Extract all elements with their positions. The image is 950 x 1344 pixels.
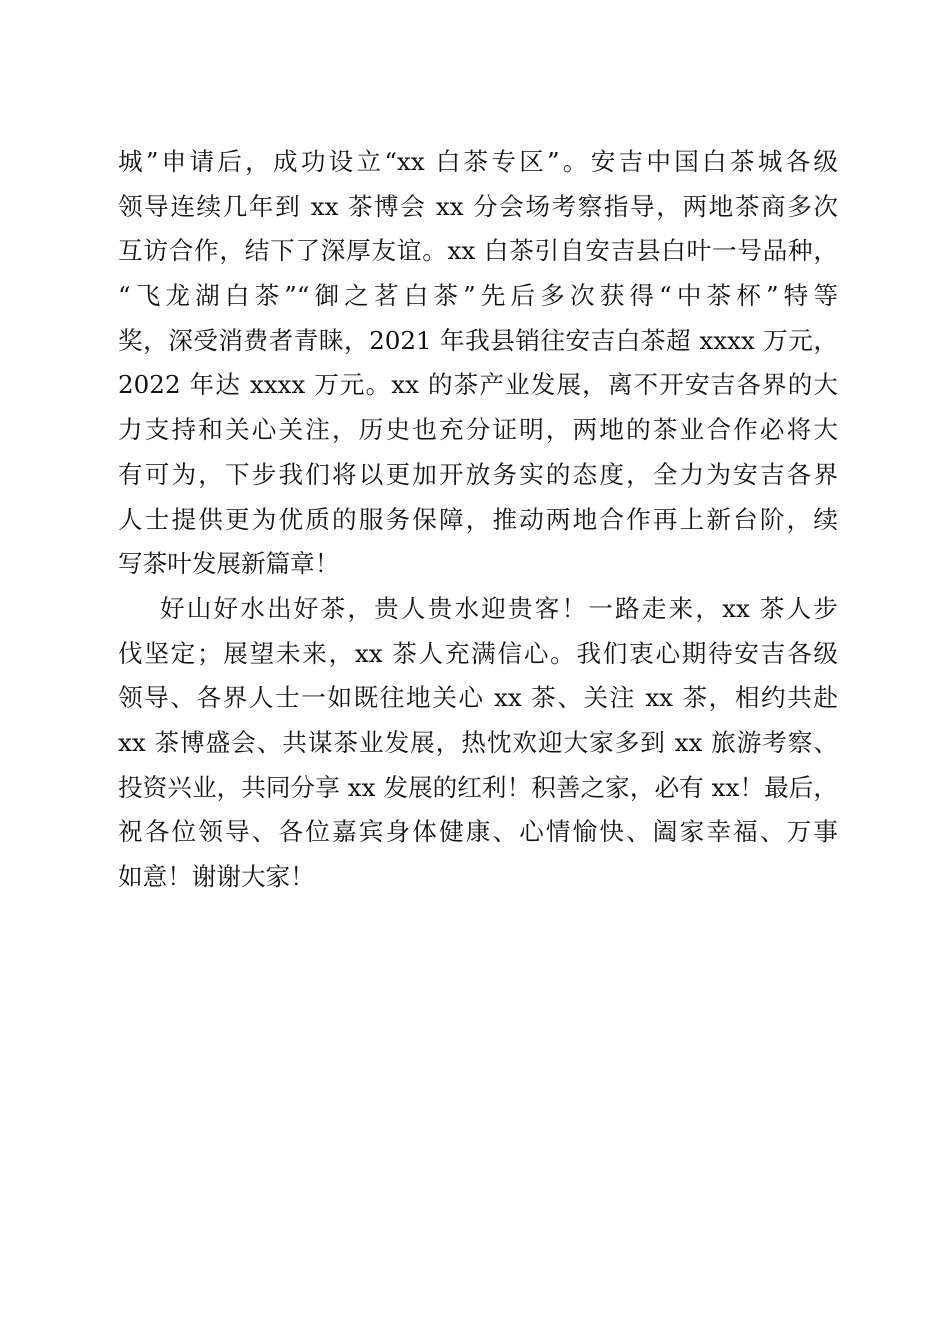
text-line: 城”申请后，成功设立“xx 白茶专区”。安吉中国白茶城各级 — [118, 147, 838, 176]
text-line: 写茶叶发展新篇章！ — [118, 549, 340, 579]
text-line: 互访合作，结下了深厚友谊。xx 白茶引自安吉县白叶一号品种， — [118, 236, 838, 266]
text-line: 有可为，下步我们将以更加开放务实的态度，全力为安吉各界 — [118, 459, 838, 489]
text-line: 如意！谢谢大家！ — [118, 862, 315, 891]
text-line: 好山好水出好茶，贵人贵水迎贵客！一路走来，xx 茶人步 — [160, 593, 838, 623]
text-line: 力支持和关心关注，历史也充分证明，两地的茶业合作必将大 — [118, 415, 838, 445]
text-line: 领导、各界人士一如既往地关心 xx 茶、关注 xx 茶，相约共赴 — [118, 683, 838, 713]
text-line: 人士提供更为优质的服务保障，推动两地合作再上新台阶，续 — [118, 504, 838, 534]
paragraph-2 — [118, 587, 838, 900]
text-line: 奖，深受消费者青睐，2021 年我县销往安吉白茶超 xxxx 万元， — [118, 325, 838, 355]
text-line: xx 茶博盛会、共谋茶业发展，热忱欢迎大家多到 xx 旅游考察、 — [118, 727, 838, 757]
document-body — [118, 140, 838, 900]
text-line: 伐坚定；展望未来，xx 茶人充满信心。我们衷心期待安吉各级 — [118, 638, 838, 668]
paragraph-1 — [118, 140, 838, 587]
text-line: 2022 年达 xxxx 万元。xx 的茶产业发展，离不开安吉各界的大 — [118, 370, 838, 400]
text-line: 祝各位领导、各位嘉宾身体健康、心情愉快、阖家幸福、万事 — [118, 817, 838, 847]
text-line: 领导连续几年到 xx 茶博会 xx 分会场考察指导，两地茶商多次 — [118, 191, 838, 221]
text-line: 投资兴业，共同分享 xx 发展的红利！积善之家，必有 xx！最后， — [118, 772, 838, 802]
text-line: “飞龙湖白茶”“御之茗白茶”先后多次获得“中茶杯”特等 — [118, 281, 838, 311]
